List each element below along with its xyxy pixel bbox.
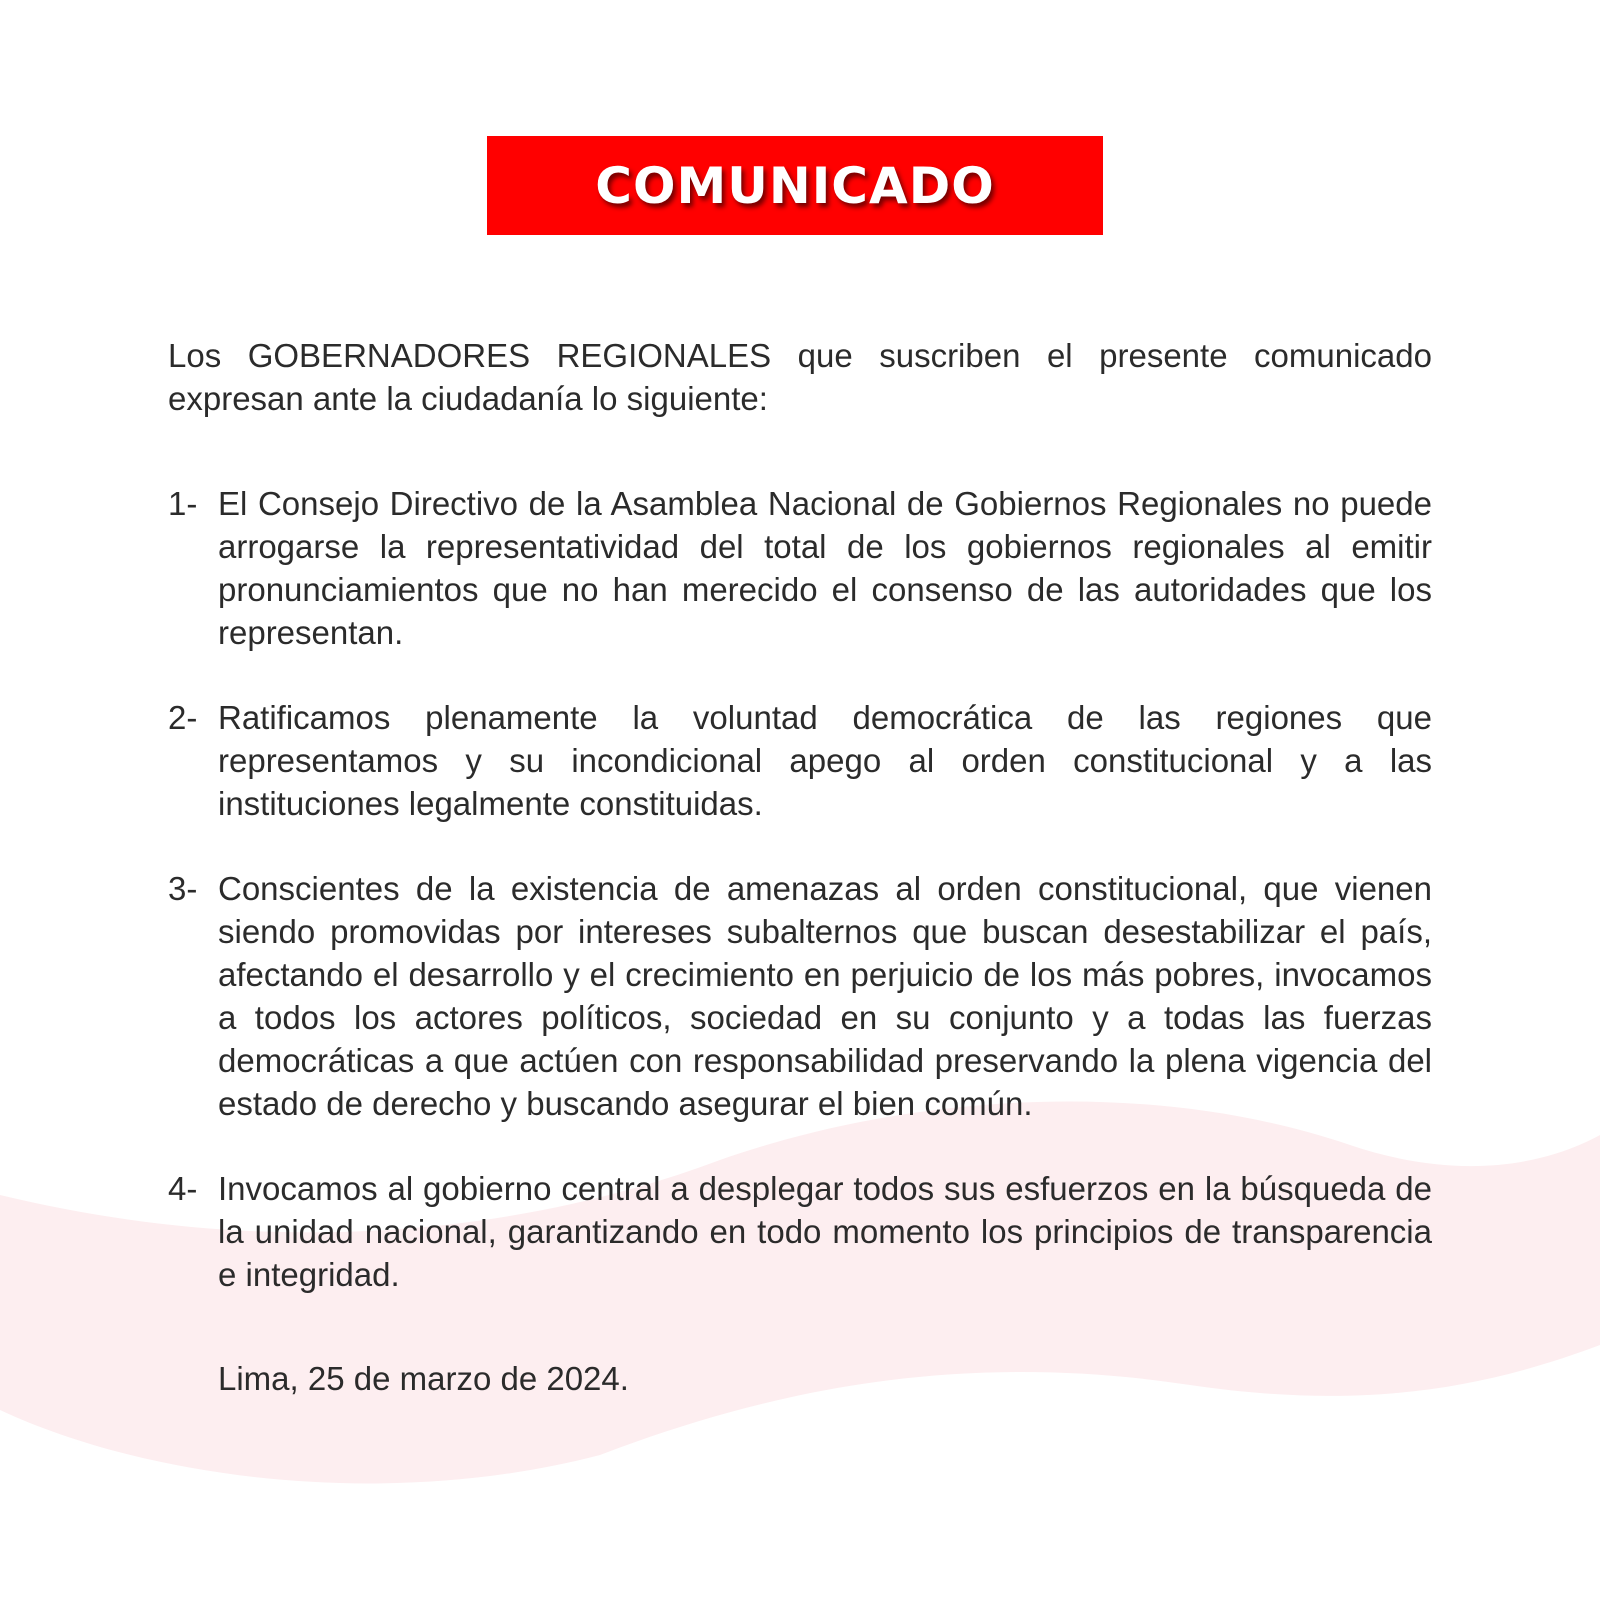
point-text: Invocamos al gobierno central a desplegar todos sus esfuerzos en la búsqueda de la unidad nacional, garantizando en todo momento los principios de transparencia e integridad.: [218, 1170, 1432, 1293]
point-text: Conscientes de la existencia de amenazas al orden constitucional, que vienen siendo promovidas por intereses subalternos que buscan desestabilizar el país, afectando el desarrollo y el crecimiento en perjuicio de los más pobres, invocamos a todos los actores políticos, sociedad en su conjunto y a todas las fuerzas democráticas a que actúen con responsabilidad preservando la plena vigencia del estado de derecho y buscando asegurar el bien común.: [218, 870, 1432, 1122]
point-number: 4-: [168, 1170, 198, 1207]
point-item: [168, 1167, 1432, 1296]
point-item: [168, 696, 1432, 825]
point-item: [168, 482, 1432, 654]
point-item: [168, 867, 1432, 1125]
point-number: 1-: [168, 485, 198, 522]
title-banner: [487, 136, 1103, 235]
intro-paragraph: Los GOBERNADORES REGIONALES que suscriben el presente comunicado expresan ante la ciudadanía lo siguiente:: [168, 337, 1432, 417]
communique-body: [168, 334, 1432, 1400]
points-list: [168, 482, 1432, 1296]
page-title: COMUNICADO: [595, 156, 995, 215]
point-text: El Consejo Directivo de la Asamblea Nacional de Gobiernos Regionales no puede arrogarse la representatividad del total de los gobiernos regionales al emitir pronunciamientos que no han merecido el consenso de las autoridades que los representan.: [218, 485, 1432, 651]
date-line: Lima, 25 de marzo de 2024.: [218, 1360, 629, 1397]
point-number: 3-: [168, 870, 198, 907]
point-number: 2-: [168, 699, 198, 736]
point-text: Ratificamos plenamente la voluntad democrática de las regiones que representamos y su incondicional apego al orden constitucional y a las instituciones legalmente constituidas.: [218, 699, 1432, 822]
